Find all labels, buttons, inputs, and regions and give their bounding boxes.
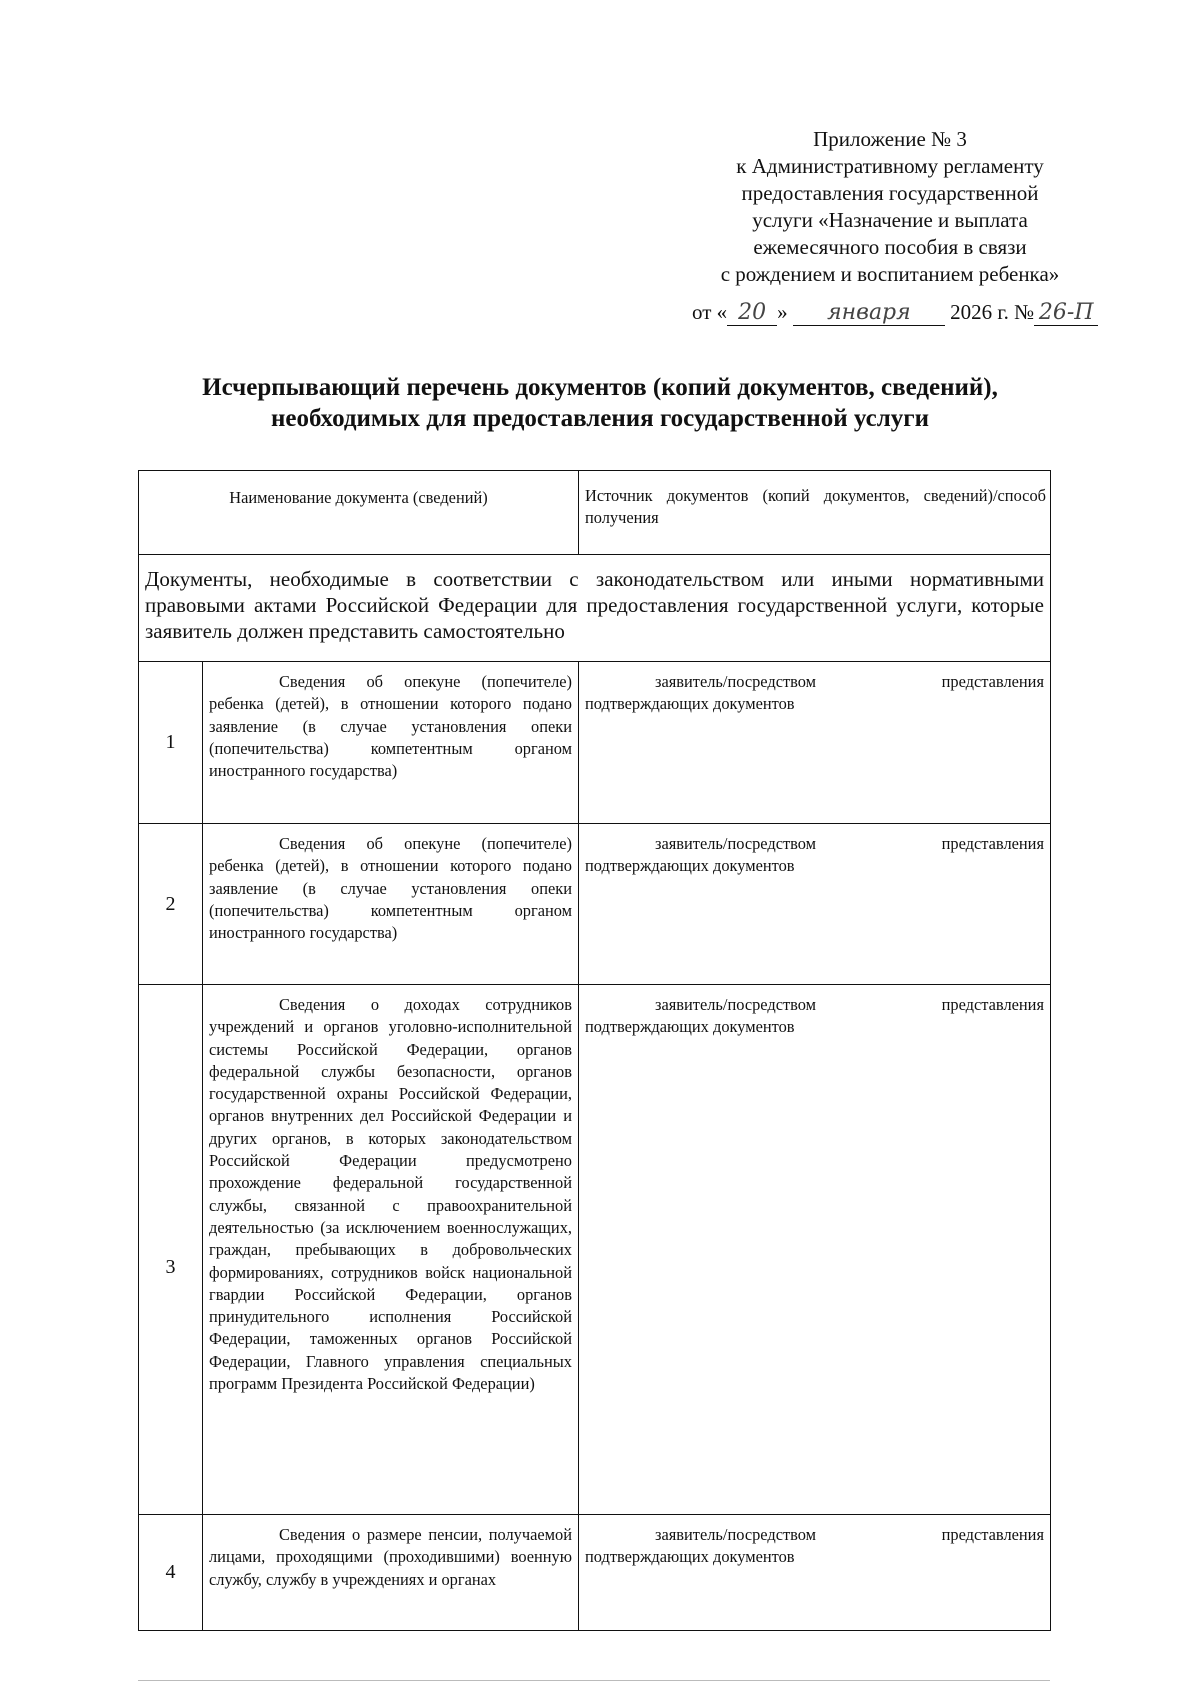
table-row xyxy=(139,985,1051,1515)
source-part-b: представления xyxy=(941,672,1044,691)
header-source: Источник документов (копий документов, сведений)/способ получения xyxy=(579,471,1051,555)
row-description xyxy=(203,824,579,985)
row-number: 3 xyxy=(139,985,203,1515)
row-source xyxy=(579,824,1051,985)
table-row xyxy=(139,824,1051,985)
source-part-a: заявитель/посредством xyxy=(655,834,817,853)
table-header-row xyxy=(139,471,1051,555)
source-part-c: подтверждающих документов xyxy=(585,1547,795,1567)
handwritten-month: января xyxy=(793,300,945,326)
row-number: 4 xyxy=(139,1515,203,1631)
approval-date-line xyxy=(692,300,1098,326)
source-part-a: заявитель/посредством xyxy=(655,995,817,1014)
source-part-c: подтверждающих документов xyxy=(585,694,795,714)
date-quote-close: » xyxy=(777,300,788,324)
header-document-name: Наименование документа (сведений) xyxy=(139,471,579,555)
source-part-c: подтверждающих документов xyxy=(585,856,795,876)
appendix-block xyxy=(640,126,1140,288)
scan-edge-line xyxy=(138,1680,1050,1681)
row-description xyxy=(203,985,579,1515)
row-source xyxy=(579,662,1051,824)
row-source xyxy=(579,985,1051,1515)
row-description xyxy=(203,662,579,824)
appendix-line: с рождением и воспитанием ребенка» xyxy=(720,262,1060,286)
row-description-text: Сведения об опекуне (попечителе) ребенка (детей), в отношении которого подано заявление (в случае установления опеки (попечительства) компетентным органом иностранного государства) xyxy=(209,672,572,781)
section-text: Документы, необходимые в соответствии с законодательством или иными нормативными правовыми актами Российской Федерации для предоставления государственной услуги, которые заявитель должен представить самостоятельно xyxy=(139,555,1051,662)
row-description-text: Сведения о размере пенсии, получаемой лицами, проходящими (проходившими) военную службу, службу в учреждениях и органах xyxy=(209,1525,572,1589)
section-row xyxy=(139,555,1051,662)
title-line-2: необходимых для предоставления государственной услуги xyxy=(271,405,929,432)
table-row xyxy=(139,662,1051,824)
row-description-text: Сведения об опекуне (попечителе) ребенка (детей), в отношении которого подано заявление (в случае установления опеки (попечительства) компетентным органом иностранного государства) xyxy=(209,834,572,943)
date-year: 2026 г. xyxy=(950,300,1009,324)
appendix-line: услуги «Назначение и выплата xyxy=(752,208,1028,232)
row-source xyxy=(579,1515,1051,1631)
source-part-c: подтверждающих документов xyxy=(585,1017,795,1037)
documents-table xyxy=(138,470,1051,1631)
table-row xyxy=(139,1515,1051,1631)
appendix-line: предоставления государственной xyxy=(741,181,1039,205)
page-title xyxy=(0,372,1200,434)
handwritten-day: 20 xyxy=(727,300,777,326)
source-part-b: представления xyxy=(941,1525,1044,1544)
number-label: № xyxy=(1014,300,1035,324)
title-line-1: Исчерпывающий перечень документов (копий документов, сведений), xyxy=(202,374,998,401)
appendix-line: ежемесячного пособия в связи xyxy=(753,235,1027,259)
source-part-b: представления xyxy=(941,834,1044,853)
row-number: 2 xyxy=(139,824,203,985)
appendix-line: Приложение № 3 xyxy=(813,127,967,151)
source-part-a: заявитель/посредством xyxy=(655,672,817,691)
row-number: 1 xyxy=(139,662,203,824)
handwritten-number: 26-П xyxy=(1034,300,1098,326)
source-part-b: представления xyxy=(941,995,1044,1014)
row-description xyxy=(203,1515,579,1631)
row-description-text: Сведения о доходах сотрудников учреждений и органов уголовно-исполнительной системы Российской Федерации, органов федеральной службы безопасности, органов государственной охраны Российской Федерации, органов внутренних дел Российской Федерации и других органов, в которых законодательством Российской Федерации предусмотрено прохождение федеральной государственной службы, связанной с правоохранительной деятельностью (за исключением военнослужащих, граждан, пребывающих в добровольческих формированиях, сотрудников войск национальной гвардии Российской Федерации, органов принудительного исполнения Российской Федерации, таможенных органов Российской Федерации, Главного управления специальных программ Президента Российской Федерации) xyxy=(209,995,572,1394)
appendix-line: к Административному регламенту xyxy=(736,154,1044,178)
source-part-a: заявитель/посредством xyxy=(655,1525,817,1544)
date-prefix: от « xyxy=(692,300,728,324)
